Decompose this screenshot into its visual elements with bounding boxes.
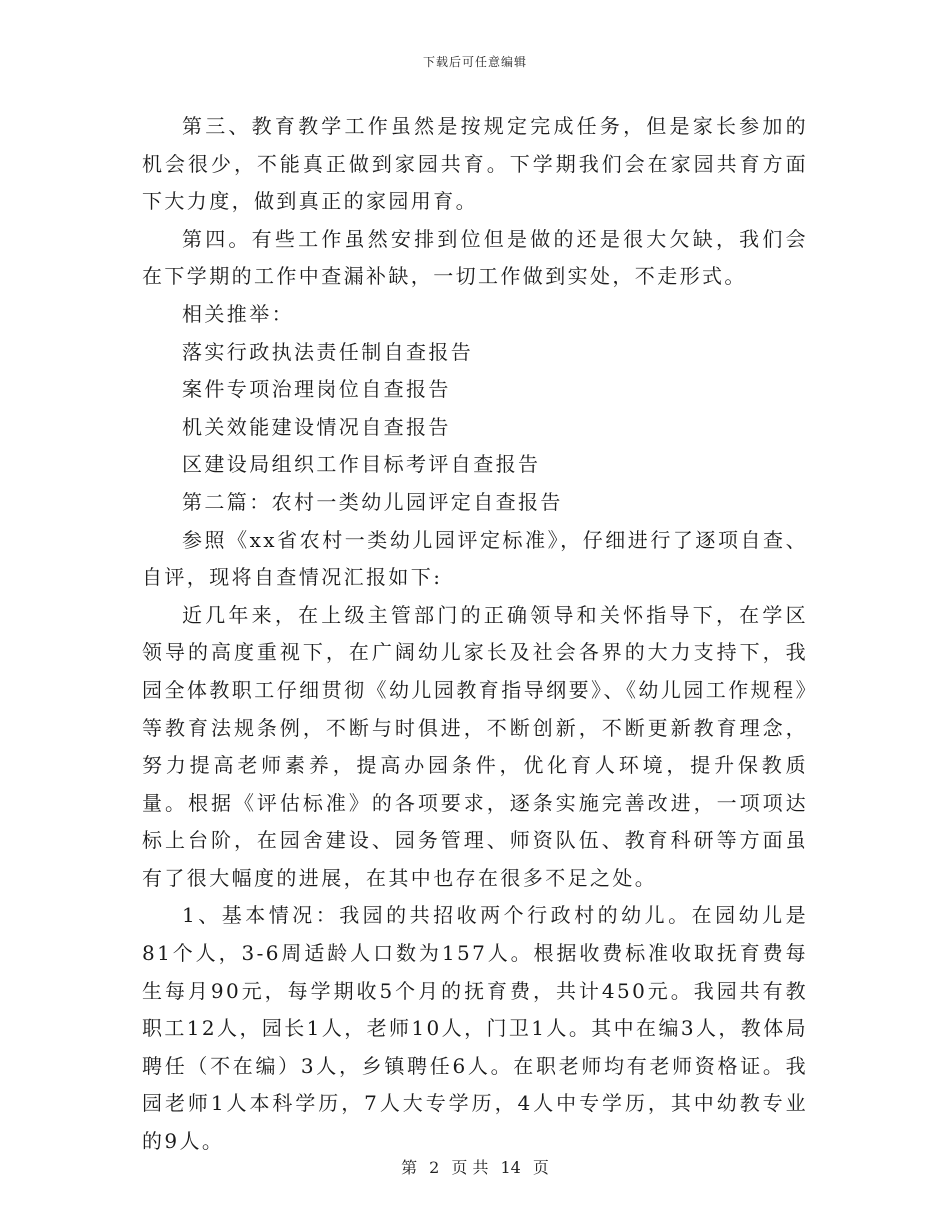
page-footer [0, 1155, 950, 1178]
total-page-count: 14 [500, 1158, 521, 1177]
paragraph-basic-situation: 1、基本情况：我园的共招收两个行政村的幼儿。在园幼儿是81个人，3-6周适龄人口数为157人。根据收费标准收取抚育费每生每月90元，每学期收5个月的抚育费，共计450元。我园共有教职工12人，园长1人，老师10人，门卫1人。其中在编3人，教体局聘任（不在编）3人，乡镇聘任6人。在职老师均有老师资格证。我园老师1人本科学历，7人大专学历，4人中专学历，其中幼教专业的9人。 [142, 903, 808, 1154]
paragraph-overview: 近几年来，在上级主管部门的正确领导和关怀指导下，在学区领导的高度重视下，在广阔幼儿家长及社会各界的大力支持下，我园全体教职工仔细贯彻《幼儿园教育指导纲要》、《幼儿园工作规程》等教育法规条例，不断与时俱进，不断创新，不断更新教育理念，努力提高老师素养，提高办园条件，优化育人环境，提升保教质量。根据《评估标准》的各项要求，逐条实施完善改进，一项项达标上台阶，在园舍建设、园务管理、师资队伍、教育科研等方面虽有了很大幅度的进展，在其中也存在很多不足之处。 [142, 602, 808, 890]
footer-middle: 页 共 [451, 1158, 489, 1177]
related-link-3: 机关效能建设情况自查报告 [182, 414, 451, 439]
footer-suffix: 页 [532, 1158, 549, 1177]
related-link-4: 区建设局组织工作目标考评自查报告 [182, 452, 541, 477]
related-recommendations-heading: 相关推举： [182, 301, 294, 326]
paragraph-fourth-point: 第四。有些工作虽然安排到位但是做的还是很大欠缺，我们会在下学期的工作中查漏补缺，一切工作做到实处，不走形式。 [142, 226, 808, 289]
document-body [142, 108, 808, 1161]
related-link-1: 落实行政执法责任制自查报告 [182, 339, 474, 364]
footer-prefix: 第 [401, 1158, 418, 1177]
page-header: 下载后可任意编辑 [422, 55, 527, 69]
current-page-number: 2 [429, 1158, 440, 1177]
related-link-2: 案件专项治理岗位自查报告 [182, 377, 451, 402]
section-heading-second-article: 第二篇：农村一类幼儿园评定自查报告 [182, 489, 563, 514]
paragraph-intro: 参照《xx省农村一类幼儿园评定标准》，仔细进行了逐项自查、自评，现将自查情况汇报如下: [142, 527, 808, 590]
paragraph-third-point: 第三、教育教学工作虽然是按规定完成任务，但是家长参加的机会很少，不能真正做到家园共育。下学期我们会在家园共育方面下大力度，做到真正的家园用育。 [142, 114, 808, 214]
